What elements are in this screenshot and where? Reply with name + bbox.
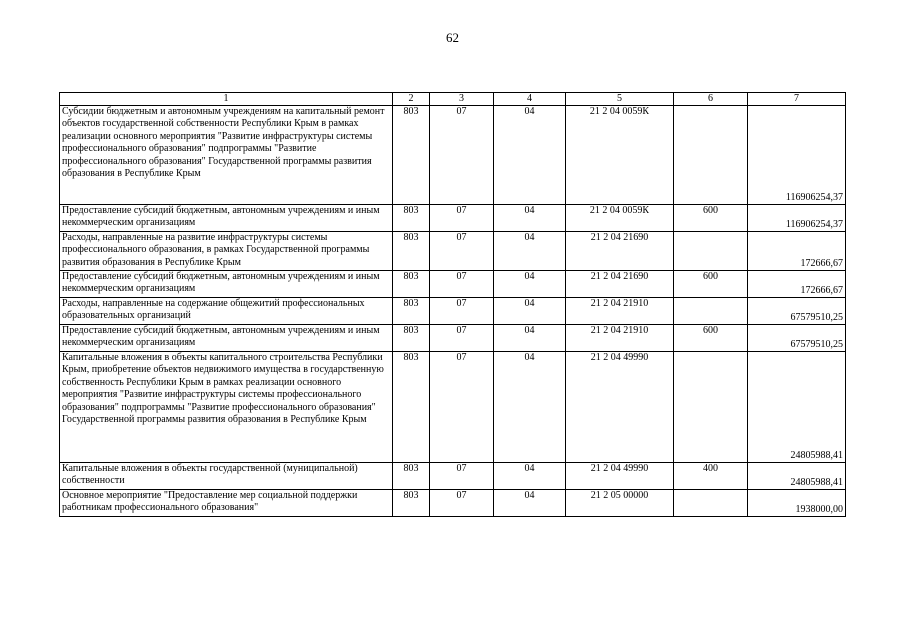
row-vr: 600 [674,325,748,352]
column-number: 2 [393,93,430,106]
row-ved: 803 [393,352,430,463]
row-rz: 07 [430,271,494,298]
column-number-row [60,93,846,106]
table-row [60,490,846,517]
row-csr: 21 2 04 49990 [566,463,674,490]
row-ved: 803 [393,271,430,298]
row-pr: 04 [494,325,566,352]
table-row [60,298,846,325]
row-rz: 07 [430,325,494,352]
table-row [60,325,846,352]
column-number: 5 [566,93,674,106]
row-name: Капитальные вложения в объекты государственной (муниципальной) собственности [60,463,393,490]
row-vr: 600 [674,271,748,298]
row-rz: 07 [430,298,494,325]
row-rz: 07 [430,106,494,205]
row-vr [674,298,748,325]
column-number: 7 [748,93,846,106]
row-csr: 21 2 04 21690 [566,232,674,271]
row-pr: 04 [494,271,566,298]
row-ved: 803 [393,490,430,517]
row-ved: 803 [393,106,430,205]
row-csr: 21 2 04 21910 [566,298,674,325]
row-name: Предоставление субсидий бюджетным, автономным учреждениям и иным некоммерческим организациям [60,325,393,352]
row-name: Основное мероприятие "Предоставление мер социальной поддержки работникам профессионального образования" [60,490,393,517]
page-number: 62 [446,30,459,45]
row-name: Субсидии бюджетным и автономным учреждениям на капитальный ремонт объектов государственной собственности Республики Крым в рамках реализации основного мероприятия "Развитие инфраструктуры системы профессионального образования" подпрограммы "Развитие профессионального образования" Государственной программы развития образования в Республике Крым [60,106,393,205]
row-csr: 21 2 04 21690 [566,271,674,298]
row-ved: 803 [393,298,430,325]
row-sum: 172666,67 [748,232,846,271]
row-vr [674,490,748,517]
row-pr: 04 [494,463,566,490]
row-name: Предоставление субсидий бюджетным, автономным учреждениям и иным некоммерческим организациям [60,271,393,298]
row-name: Капитальные вложения в объекты капитального строительства Республики Крым, приобретение объектов недвижимого имущества в государственную собственность Республики Крым в рамках реализации основного мероприятия "Развитие инфраструктуры системы профессионального образования" подпрограммы "Развитие профессионального образования" Государственной программы развития образования в Республике Крым [60,352,393,463]
column-number: 4 [494,93,566,106]
row-sum: 1938000,00 [748,490,846,517]
row-rz: 07 [430,463,494,490]
table-row [60,352,846,463]
row-vr [674,232,748,271]
row-name: Расходы, направленные на содержание общежитий профессиональных образовательных организаций [60,298,393,325]
row-ved: 803 [393,232,430,271]
table-row [60,205,846,232]
row-pr: 04 [494,106,566,205]
row-vr: 600 [674,205,748,232]
row-sum: 24805988,41 [748,352,846,463]
row-pr: 04 [494,232,566,271]
table-row [60,463,846,490]
row-rz: 07 [430,352,494,463]
budget-table [59,92,846,517]
row-vr [674,352,748,463]
row-vr: 400 [674,463,748,490]
column-number: 1 [60,93,393,106]
row-sum: 24805988,41 [748,463,846,490]
row-csr: 21 2 05 00000 [566,490,674,517]
row-sum: 67579510,25 [748,325,846,352]
row-sum: 172666,67 [748,271,846,298]
row-name: Предоставление субсидий бюджетным, автономным учреждениям и иным некоммерческим организациям [60,205,393,232]
row-pr: 04 [494,205,566,232]
row-sum: 67579510,25 [748,298,846,325]
row-rz: 07 [430,205,494,232]
row-csr: 21 2 04 0059К [566,205,674,232]
column-number: 3 [430,93,494,106]
row-ved: 803 [393,463,430,490]
table-row [60,106,846,205]
table-row [60,271,846,298]
row-pr: 04 [494,298,566,325]
row-sum: 116906254,37 [748,106,846,205]
row-ved: 803 [393,325,430,352]
row-sum: 116906254,37 [748,205,846,232]
row-ved: 803 [393,205,430,232]
table-row [60,232,846,271]
row-rz: 07 [430,490,494,517]
row-csr: 21 2 04 0059К [566,106,674,205]
row-vr [674,106,748,205]
column-number: 6 [674,93,748,106]
row-pr: 04 [494,352,566,463]
row-csr: 21 2 04 21910 [566,325,674,352]
row-rz: 07 [430,232,494,271]
row-name: Расходы, направленные на развитие инфраструктуры системы профессионального образования, в рамках Государственной программы развития образования в Республике Крым [60,232,393,271]
row-csr: 21 2 04 49990 [566,352,674,463]
row-pr: 04 [494,490,566,517]
